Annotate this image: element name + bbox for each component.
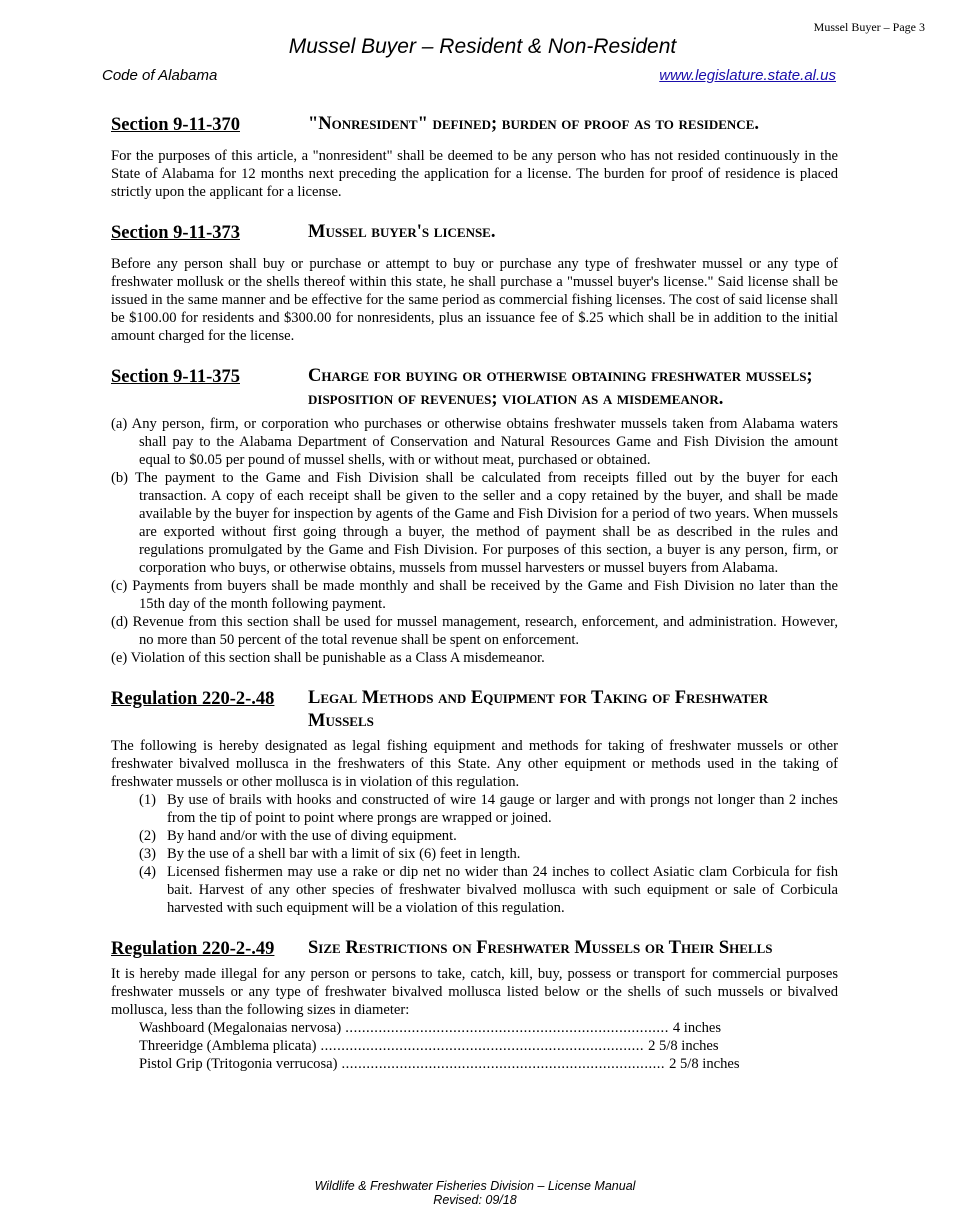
main-content [111,113,838,1093]
species-name: Washboard (Megalonaias nervosa) [139,1020,342,1036]
page-number: Mussel Buyer – Page 3 [813,20,925,34]
section-body: Before any person shall buy or purchase or attempt to buy or purchase any type of freshwater mussel or any type of freshwater mollusk or the shells thereof within this state, he shall purchase a "mussel buyer's license." Said license shall be issued in the same manner and be effective for the same period as commercial fishing licenses. The cost of said license shall be $100.00 for residents and $300.00 for nonresidents, plus an issuance fee of $.25 which shall be in addition to the initial amount charged for the license. [111,256,838,344]
section-body: The following is hereby designated as legal fishing equipment and methods for taking of freshwater mussels or other freshwater bivalved mollusca in the freshwaters of this State. Any other equipment or methods used in the taking of freshwater mussels or other mollusca is in violation of this regulation. [111,738,838,790]
lettered-item-d: (d) Revenue from this section shall be used for mussel management, research, enforcement, and administration. However, no more than 50 percent of the total revenue shall be spent on enforcement. [111,614,838,648]
species-name: Threeridge (Amblema plicata) [139,1038,317,1054]
item-number: (3) [139,846,157,862]
section-title: Mussel buyer's license. [308,222,496,242]
section-heading [111,937,838,961]
section-9-11-375 [111,365,838,667]
leader-dots: .............................................................................. [341,1056,666,1072]
item-text: By use of brails with hooks and constructed of wire 14 gauge or larger and with prongs not longer than 2 inches from the tip of point to point where prongs are wrapped or joined. [167,792,838,826]
section-title: Legal Methods and Equipment for Taking of Freshwater Mussels [308,688,769,731]
section-title: Charge for buying or otherwise obtaining freshwater mussels; disposition of revenues; violation as a misdemeanor. [308,366,813,409]
numbered-item [139,863,838,917]
size-value: 2 5/8 inches [648,1038,719,1054]
lettered-item-b: (b) The payment to the Game and Fish Division shall be calculated from receipts filled out by the buyer for each transaction. A copy of each receipt shall be given to the seller and a copy retained by the buyer, and shall be made available by the buyer for inspection by agents of the Game and Fish Division for a period of two years. When mussels are exported without first going through a buyer, the method of payment shall be as described in the rules and regulations promulgated by the Game and Fish Division. For purposes of this section, a buyer is any person, firm, or corporation who buys, or otherwise obtains, mussels from mussel harvesters or mussel buyers from Alabama. [111,470,838,576]
section-9-11-373 [111,221,838,345]
lettered-item-a: (a) Any person, firm, or corporation who purchases or otherwise obtains freshwater mussels taken from Alabama waters shall pay to the Alabama Department of Conservation and Natural Resources Game and Fish Division the amount equal to $0.05 per pound of mussel shells, with or without meat, purchased or obtained. [111,416,838,468]
website-link[interactable]: www.legislature.state.al.us [659,67,836,84]
item-number: (4) [139,864,157,880]
numbered-item [139,845,838,863]
lettered-item-e: (e) Violation of this section shall be punishable as a Class A misdemeanor. [111,650,545,666]
item-text: By the use of a shell bar with a limit of six (6) feet in length. [167,846,521,862]
numbered-item [139,827,838,845]
section-body: For the purposes of this article, a "nonresident" shall be deemed to be any person who has not resided continuously in the State of Alabama for 12 months next preceding the application for a license. The burden for proof of residence is placed strictly upon the applicant for a license. [111,148,838,200]
size-row [139,1019,722,1037]
item-text: By hand and/or with the use of diving equipment. [167,828,457,844]
section-9-11-370 [111,113,838,201]
size-row [139,1055,740,1073]
size-row [139,1037,719,1055]
section-heading [111,113,838,137]
section-number: Regulation 220-2-.49 [111,939,275,959]
item-number: (2) [139,828,157,844]
section-number: Regulation 220-2-.48 [111,689,275,709]
size-value: 2 5/8 inches [669,1056,740,1072]
numbered-item [139,791,838,827]
leader-dots: .............................................................................. [345,1020,669,1036]
footer-line-2: Revised: 09/18 [433,1193,517,1207]
footer-line-1: Wildlife & Freshwater Fisheries Division – License Manual [314,1179,636,1193]
lettered-item-c: (c) Payments from buyers shall be made monthly and shall be received by the Game and Fish Division no later than the 15th day of the month following payment. [111,578,838,612]
document-title: Mussel Buyer – Resident & Non-Resident [288,35,677,58]
section-title: "Nonresident" defined; burden of proof as to residence. [308,114,759,134]
code-label: Code of Alabama [102,67,218,84]
section-heading [111,221,838,245]
footer [0,1179,950,1207]
item-number: (1) [139,792,157,808]
section-body: It is hereby made illegal for any person or persons to take, catch, kill, buy, possess or transport for commercial purposes freshwater mussels or any type of freshwater bivalved mollusca listed below or the shells of such mussels or bivalved mollusca, less than the following sizes in diameter: [111,966,838,1018]
section-number: Section 9-11-375 [111,367,240,387]
leader-dots: .............................................................................. [320,1038,645,1054]
species-name: Pistol Grip (Tritogonia verrucosa) [139,1056,338,1072]
regulation-220-2-48 [111,687,838,917]
section-title: Size Restrictions on Freshwater Mussels or Their Shells [308,938,773,958]
size-value: 4 inches [672,1020,722,1036]
section-number: Section 9-11-373 [111,223,240,243]
section-heading [111,365,838,411]
item-text: Licensed fishermen may use a rake or dip net no wider than 24 inches to collect Asiatic clam Corbicula for fish bait. Harvest of any other species of freshwater bivalved mollusca with such equipment or sale of Corbicula harvested with such equipment will be a violation of this regulation. [167,864,838,916]
section-number: Section 9-11-370 [111,115,240,135]
regulation-220-2-49 [111,937,838,1073]
section-heading [111,687,838,733]
